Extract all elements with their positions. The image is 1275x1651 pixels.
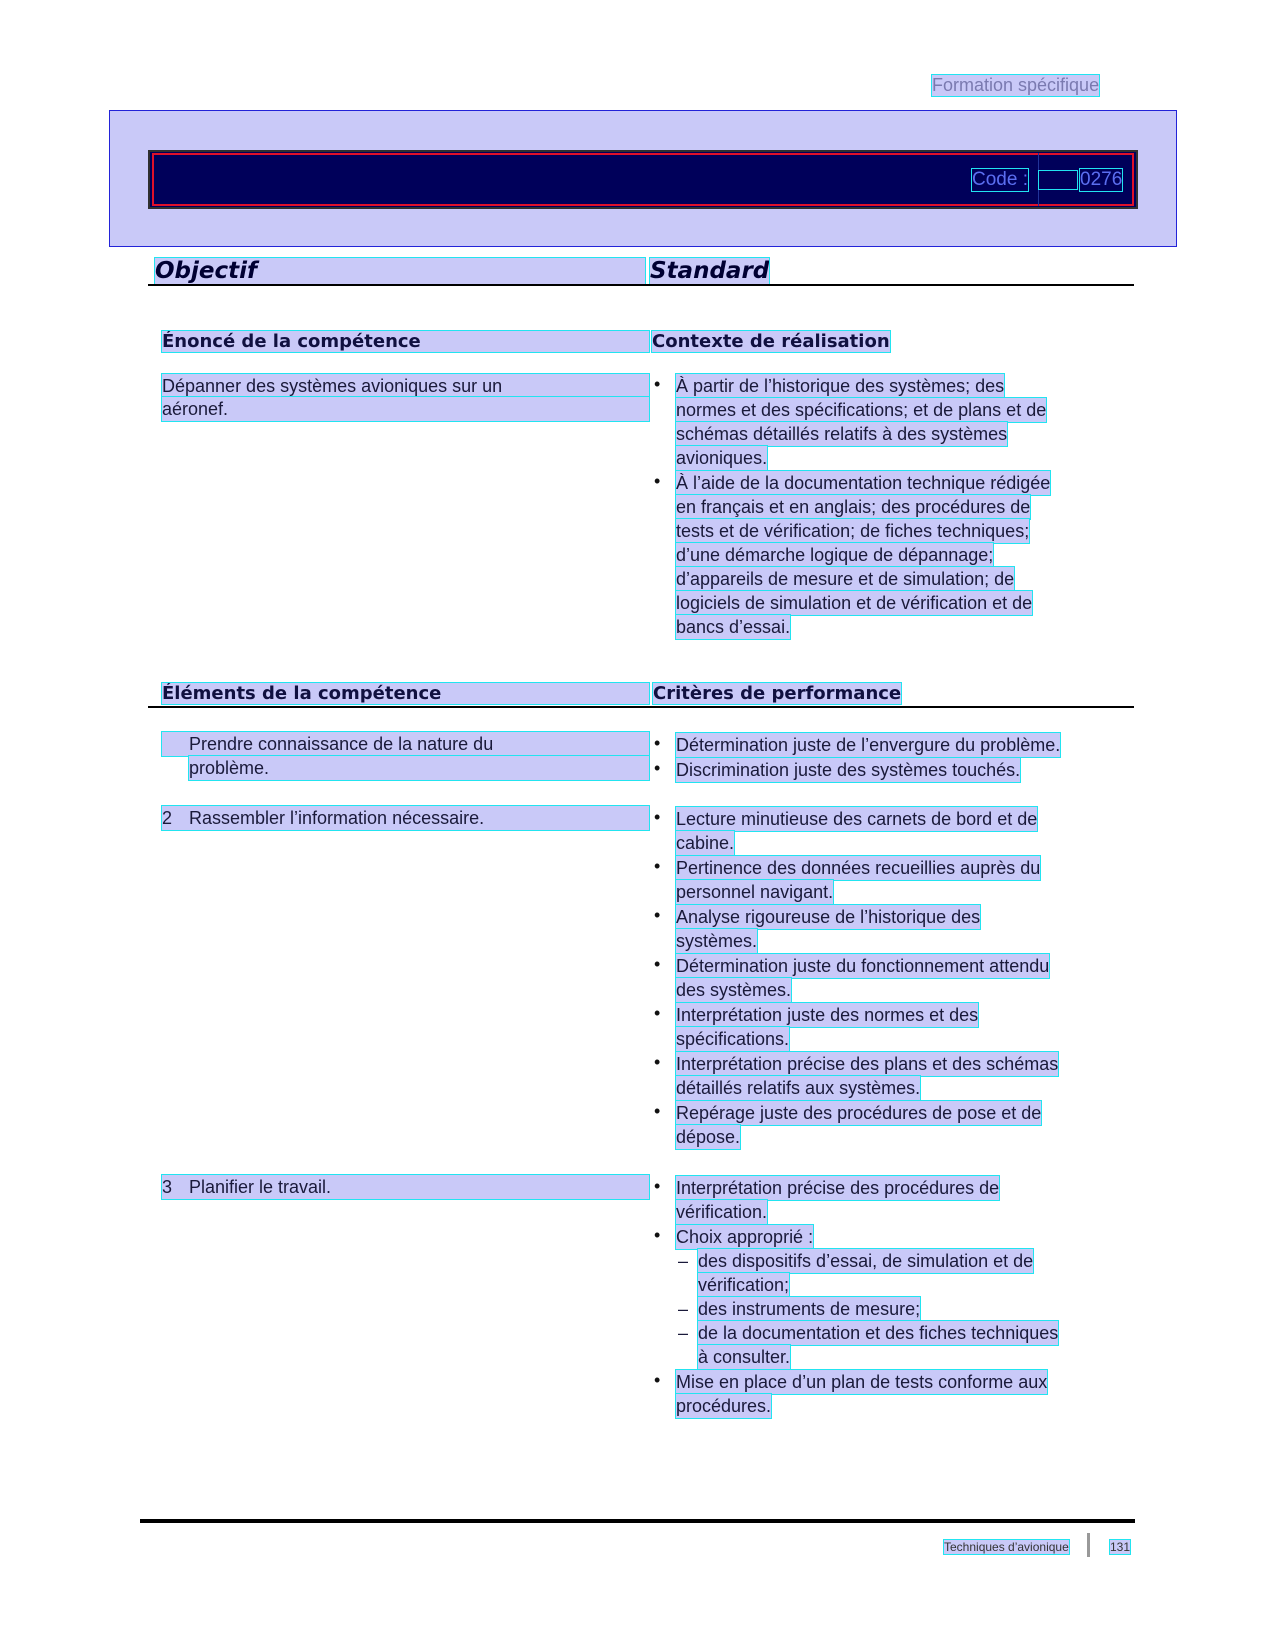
title-rule [148, 284, 1134, 286]
context-b2-l2: en français et en anglais; des procédures de [676, 497, 1031, 517]
criterion-3b: Choix approprié : [676, 1227, 814, 1247]
code-label: Code : [972, 169, 1028, 190]
footer-separator [1087, 1533, 1090, 1557]
element-2-number: 2 [162, 808, 173, 828]
bullet-icon: • [654, 1101, 661, 1121]
context-b1-l4: avioniques. [676, 448, 768, 468]
criterion-2f-l2: détaillés relatifs aux systèmes. [676, 1078, 921, 1098]
statement-line-1: Dépanner des systèmes avioniques sur un [162, 374, 649, 398]
criterion-3c-l1: Mise en place d’un plan de tests conforme aux [676, 1372, 1048, 1392]
context-b2-l4: d’une démarche logique de dépannage; [676, 545, 994, 565]
statement-heading: Énoncé de la compétence [162, 331, 649, 352]
bullet-icon: • [654, 758, 661, 778]
dash-icon: – [678, 1251, 689, 1271]
bullet-icon: • [654, 856, 661, 876]
criterion-2g-l2: dépose. [676, 1127, 741, 1147]
criterion-3b-sub1-l1: des dispositifs d’essai, de simulation et de [698, 1251, 1034, 1271]
bullet-icon: • [654, 1003, 661, 1023]
criterion-2d-l1: Détermination juste du fonctionnement attendu [676, 956, 1050, 976]
bullet-icon: • [654, 471, 661, 491]
context-b2-l7: bancs d’essai. [676, 617, 791, 637]
criterion-2e-l1: Interprétation juste des normes et des [676, 1005, 979, 1025]
code-value: 0276 [1080, 169, 1123, 190]
standard-title: Standard [650, 258, 770, 284]
footer-rule [140, 1519, 1135, 1523]
element-1-line-2: problème. [189, 756, 649, 780]
criterion-2c-l2: systèmes. [676, 931, 758, 951]
context-b2-l1: À l’aide de la documentation technique rédigée [676, 473, 1051, 493]
bullet-icon: • [654, 1176, 661, 1196]
criterion-3b-sub2: des instruments de mesure; [698, 1299, 921, 1319]
context-b2-l5: d’appareils de mesure et de simulation; de [676, 569, 1015, 589]
criterion-2g-l1: Repérage juste des procédures de pose et de [676, 1103, 1042, 1123]
element-2-text: Rassembler l’information nécessaire. [162, 806, 649, 830]
criterion-1a: Détermination juste de l’envergure du problème. [676, 735, 1061, 755]
objective-title: Objectif [155, 258, 645, 284]
bullet-icon: • [654, 1052, 661, 1072]
element-3-number: 3 [162, 1177, 173, 1197]
dash-icon: – [678, 1299, 689, 1319]
criterion-2f-l1: Interprétation précise des plans et des schémas [676, 1054, 1059, 1074]
context-heading: Contexte de réalisation [652, 331, 890, 352]
bullet-icon: • [654, 807, 661, 827]
criterion-2b-l2: personnel navigant. [676, 882, 834, 902]
bullet-icon: • [654, 1370, 661, 1390]
dash-icon: – [678, 1323, 689, 1343]
bullet-icon: • [654, 1225, 661, 1245]
criteria-heading: Critères de performance [653, 683, 902, 704]
statement-line-2: aéronef. [162, 397, 649, 421]
criterion-2c-l1: Analyse rigoureuse de l’historique des [676, 907, 981, 927]
page-number: 131 [1110, 1540, 1131, 1554]
criterion-2d-l2: des systèmes. [676, 980, 792, 1000]
criterion-3a-l2: vérification. [676, 1202, 768, 1222]
context-b1-l1: À partir de l’historique des systèmes; des [676, 376, 1005, 396]
context-b2-l3: tests et de vérification; de fiches techniques; [676, 521, 1030, 541]
criterion-1b: Discrimination juste des systèmes touchés. [676, 760, 1021, 780]
elements-heading: Éléments de la compétence [162, 683, 649, 704]
program-label: Formation spécifique [932, 75, 1100, 95]
criterion-3a-l1: Interprétation précise des procédures de [676, 1178, 1000, 1198]
criterion-3b-sub1-l2: vérification; [698, 1275, 790, 1295]
element-3-text: Planifier le travail. [162, 1175, 649, 1199]
criterion-3b-sub3-l1: de la documentation et des fiches techniques [698, 1323, 1059, 1343]
bullet-icon: • [654, 733, 661, 753]
element-1-line-1: Prendre connaissance de la nature du [162, 732, 649, 756]
criterion-2b-l1: Pertinence des données recueillies auprès du [676, 858, 1041, 878]
criterion-2a-l2: cabine. [676, 833, 735, 853]
context-b1-l3: schémas détaillés relatifs à des systèmes [676, 424, 1008, 444]
code-box [1038, 170, 1078, 190]
criterion-2e-l2: spécifications. [676, 1029, 790, 1049]
criterion-3c-l2: procédures. [676, 1396, 772, 1416]
footer-title: Techniques d’avionique [944, 1540, 1069, 1554]
criterion-3b-sub3-l2: à consulter. [698, 1347, 791, 1367]
bullet-icon: • [654, 374, 661, 394]
heading-rule [148, 706, 1134, 708]
context-b2-l6: logiciels de simulation et de vérification et de [676, 593, 1033, 613]
criterion-2a-l1: Lecture minutieuse des carnets de bord et de [676, 809, 1038, 829]
bullet-icon: • [654, 905, 661, 925]
bullet-icon: • [654, 954, 661, 974]
context-b1-l2: normes et des spécifications; et de plans et de [676, 400, 1047, 420]
